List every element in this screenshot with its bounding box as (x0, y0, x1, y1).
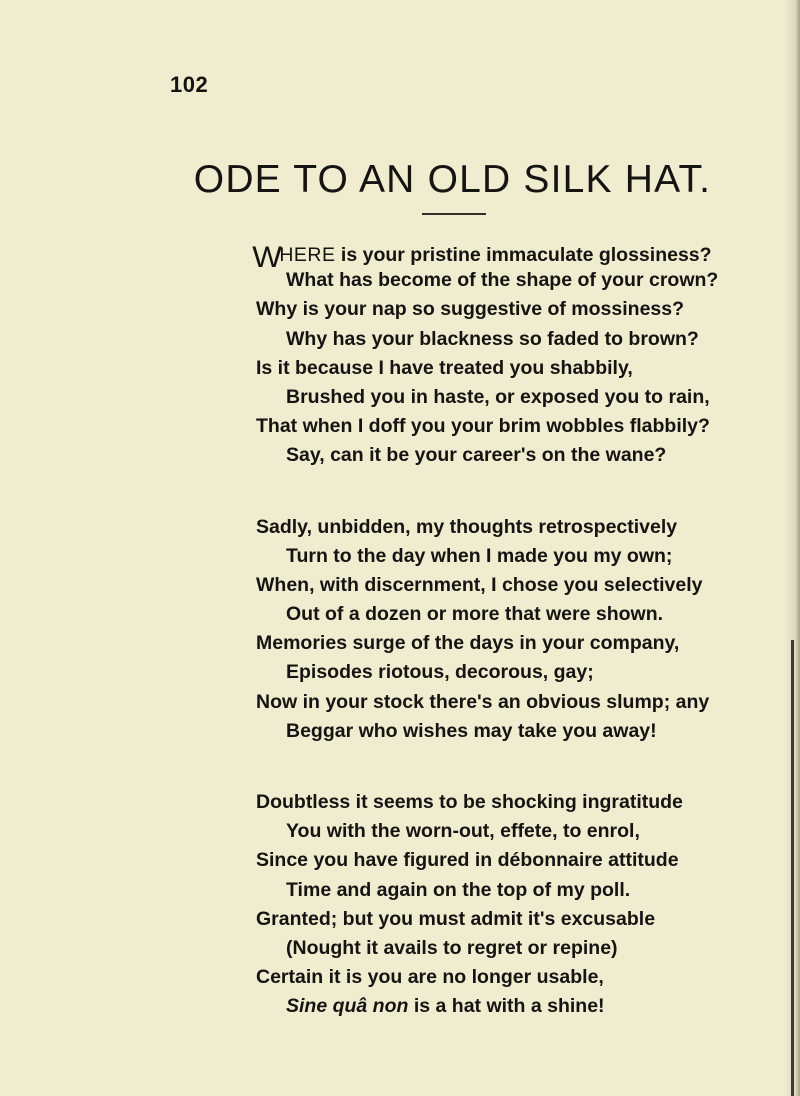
stanza-1 (252, 237, 796, 471)
poem-line: Episodes riotous, decorous, gay; (286, 661, 594, 684)
poem-line: When, with discernment, I chose you selectively (256, 573, 703, 596)
poem-line: Now in your stock there's an obvious slump; any (256, 690, 710, 713)
poem-line (252, 237, 796, 274)
stanza-3 (256, 788, 796, 1022)
poem-line: (Nought it avails to regret or repine) (286, 936, 618, 959)
poem-line: Sadly, unbidden, my thoughts retrospectively (256, 515, 678, 538)
poem-line: Beggar who wishes may take you away! (286, 719, 657, 742)
drop-cap: W (252, 241, 283, 274)
poem-line: Since you have figured in débonnaire attitude (256, 849, 679, 872)
page-number: 102 (170, 72, 209, 97)
poem-line: Brushed you in haste, or exposed you to rain, (286, 385, 710, 408)
poem-line: Why has your blackness so faded to brown? (286, 327, 699, 350)
poem-line: What has become of the shape of your crown? (286, 269, 719, 292)
stanza-gap (256, 746, 796, 788)
italic-phrase: Sine quâ non (286, 995, 409, 1018)
poem-line: Turn to the day when I made you my own; (286, 544, 673, 567)
title-rule (422, 213, 486, 215)
poem-line: You with the worn-out, effete, to enrol, (286, 820, 640, 843)
poem-line: Out of a dozen or more that were shown. (286, 603, 664, 626)
poem-line: Granted; but you must admit it's excusable (256, 907, 656, 930)
poem-body (252, 237, 796, 1022)
stanza-gap (256, 471, 796, 513)
poem-title: ODE TO AN OLD SILK HAT. (193, 158, 712, 201)
line-text: is a hat with a shine! (408, 995, 605, 1018)
poem-line: Time and again on the top of my poll. (286, 878, 631, 901)
poem-line: Say, can it be your career's on the wane? (286, 444, 667, 467)
drop-cap-continuation: HERE (279, 244, 336, 266)
stanza-2 (256, 513, 796, 747)
poem-line: Certain it is you are no longer usable, (256, 966, 604, 989)
poem-line: That when I doff you your brim wobbles flabbily? (256, 415, 710, 438)
poem-line: Doubtless it seems to be shocking ingratitude (256, 791, 683, 813)
line-text: is your pristine immaculate glossiness? (335, 244, 712, 266)
poem-line: Memories surge of the days in your company, (256, 632, 680, 655)
poem-line: Is it because I have treated you shabbily, (256, 356, 633, 379)
poem-line (256, 992, 796, 1021)
poem-line: Why is your nap so suggestive of mossiness? (256, 298, 685, 321)
